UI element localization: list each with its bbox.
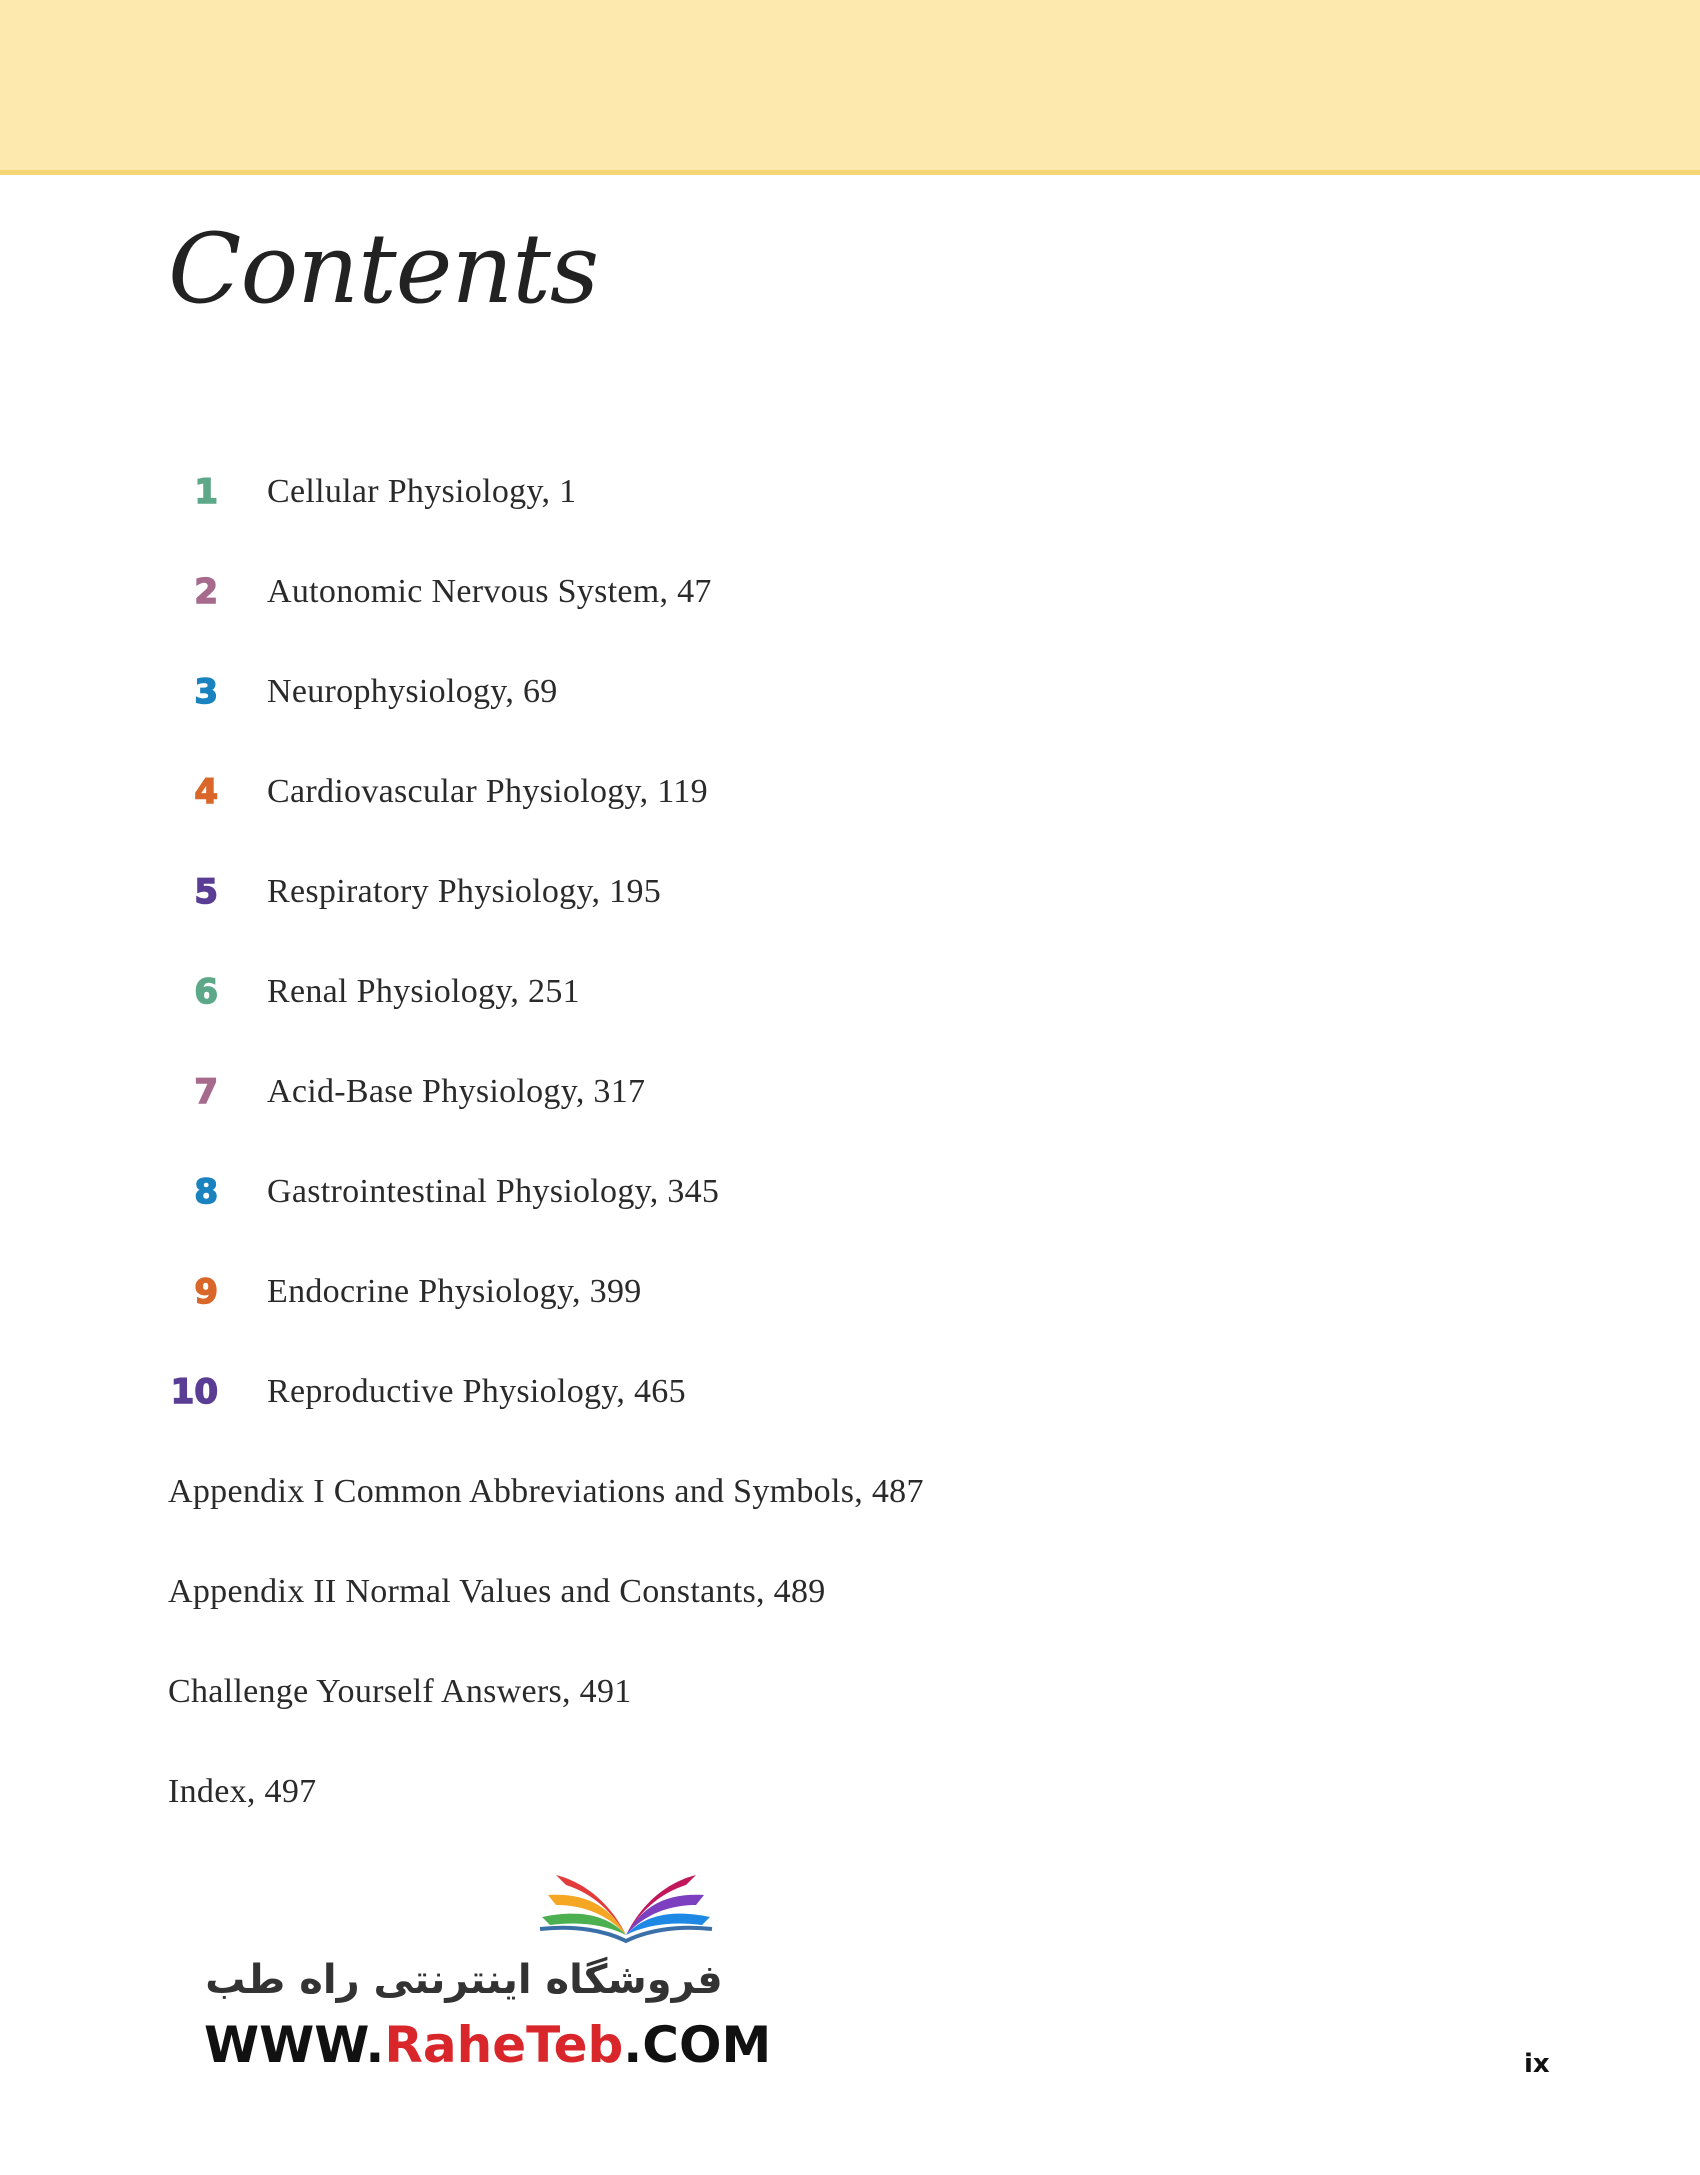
watermark-store-name: فروشگاه اینترنتی راه طب xyxy=(205,1957,723,2003)
toc-chapter-5[interactable] xyxy=(0,862,1400,962)
toc-chapter-9[interactable] xyxy=(0,1262,1400,1362)
chapter-title: Acid-Base Physiology, 317 xyxy=(267,1073,646,1110)
chapter-number: 8 xyxy=(194,1172,218,1212)
toc-challenge-answers[interactable] xyxy=(0,1662,1400,1762)
chapter-title: Neurophysiology, 69 xyxy=(267,673,558,710)
chapter-number: 1 xyxy=(194,472,218,512)
chapter-title: Endocrine Physiology, 399 xyxy=(267,1273,642,1310)
toc-index[interactable] xyxy=(0,1762,1400,1862)
chapter-title: Gastrointestinal Physiology, 345 xyxy=(267,1173,720,1210)
chapter-number: 6 xyxy=(194,972,218,1012)
toc-appendix-2[interactable] xyxy=(0,1562,1400,1662)
chapter-title: Renal Physiology, 251 xyxy=(267,973,580,1010)
watermark xyxy=(196,1855,772,2075)
chapter-number: 5 xyxy=(194,872,218,912)
chapter-title: Reproductive Physiology, 465 xyxy=(267,1373,686,1410)
toc-chapter-6[interactable] xyxy=(0,962,1400,1062)
toc-appendix-1[interactable] xyxy=(0,1462,1400,1562)
chapter-number: 3 xyxy=(194,672,218,712)
watermark-url xyxy=(204,2015,771,2075)
chapter-number: 10 xyxy=(170,1372,218,1412)
watermark-url-prefix: WWW. xyxy=(204,2016,385,2074)
toc-chapter-10[interactable] xyxy=(0,1362,1400,1462)
toc-chapter-2[interactable] xyxy=(0,562,1400,662)
chapter-title: Cardiovascular Physiology, 119 xyxy=(267,773,708,810)
open-book-logo-icon xyxy=(536,1855,716,1955)
back-matter-title: Challenge Yourself Answers, 491 xyxy=(168,1673,632,1710)
toc-chapter-1[interactable] xyxy=(0,462,1400,562)
chapter-title: Autonomic Nervous System, 47 xyxy=(267,573,712,610)
chapter-number: 4 xyxy=(194,772,218,812)
back-matter-title: Index, 497 xyxy=(168,1773,317,1810)
header-band-rule xyxy=(0,170,1700,175)
toc-chapter-3[interactable] xyxy=(0,662,1400,762)
toc-chapter-4[interactable] xyxy=(0,762,1400,862)
chapter-number: 7 xyxy=(194,1072,218,1112)
toc-chapter-8[interactable] xyxy=(0,1162,1400,1262)
watermark-url-brand: RaheTeb xyxy=(384,2016,624,2074)
chapter-title: Cellular Physiology, 1 xyxy=(267,473,577,510)
chapter-number: 9 xyxy=(194,1272,218,1312)
back-matter-title: Appendix II Normal Values and Constants, 489 xyxy=(168,1573,826,1610)
toc-chapter-7[interactable] xyxy=(0,1062,1400,1162)
watermark-url-suffix: .COM xyxy=(623,2016,772,2074)
header-band xyxy=(0,0,1700,170)
chapter-number: 2 xyxy=(194,572,218,612)
page-number: ix xyxy=(1524,2049,1550,2079)
chapter-title: Respiratory Physiology, 195 xyxy=(267,873,662,910)
back-matter-title: Appendix I Common Abbreviations and Symbols, 487 xyxy=(168,1473,924,1510)
page-title: Contents xyxy=(168,213,599,325)
